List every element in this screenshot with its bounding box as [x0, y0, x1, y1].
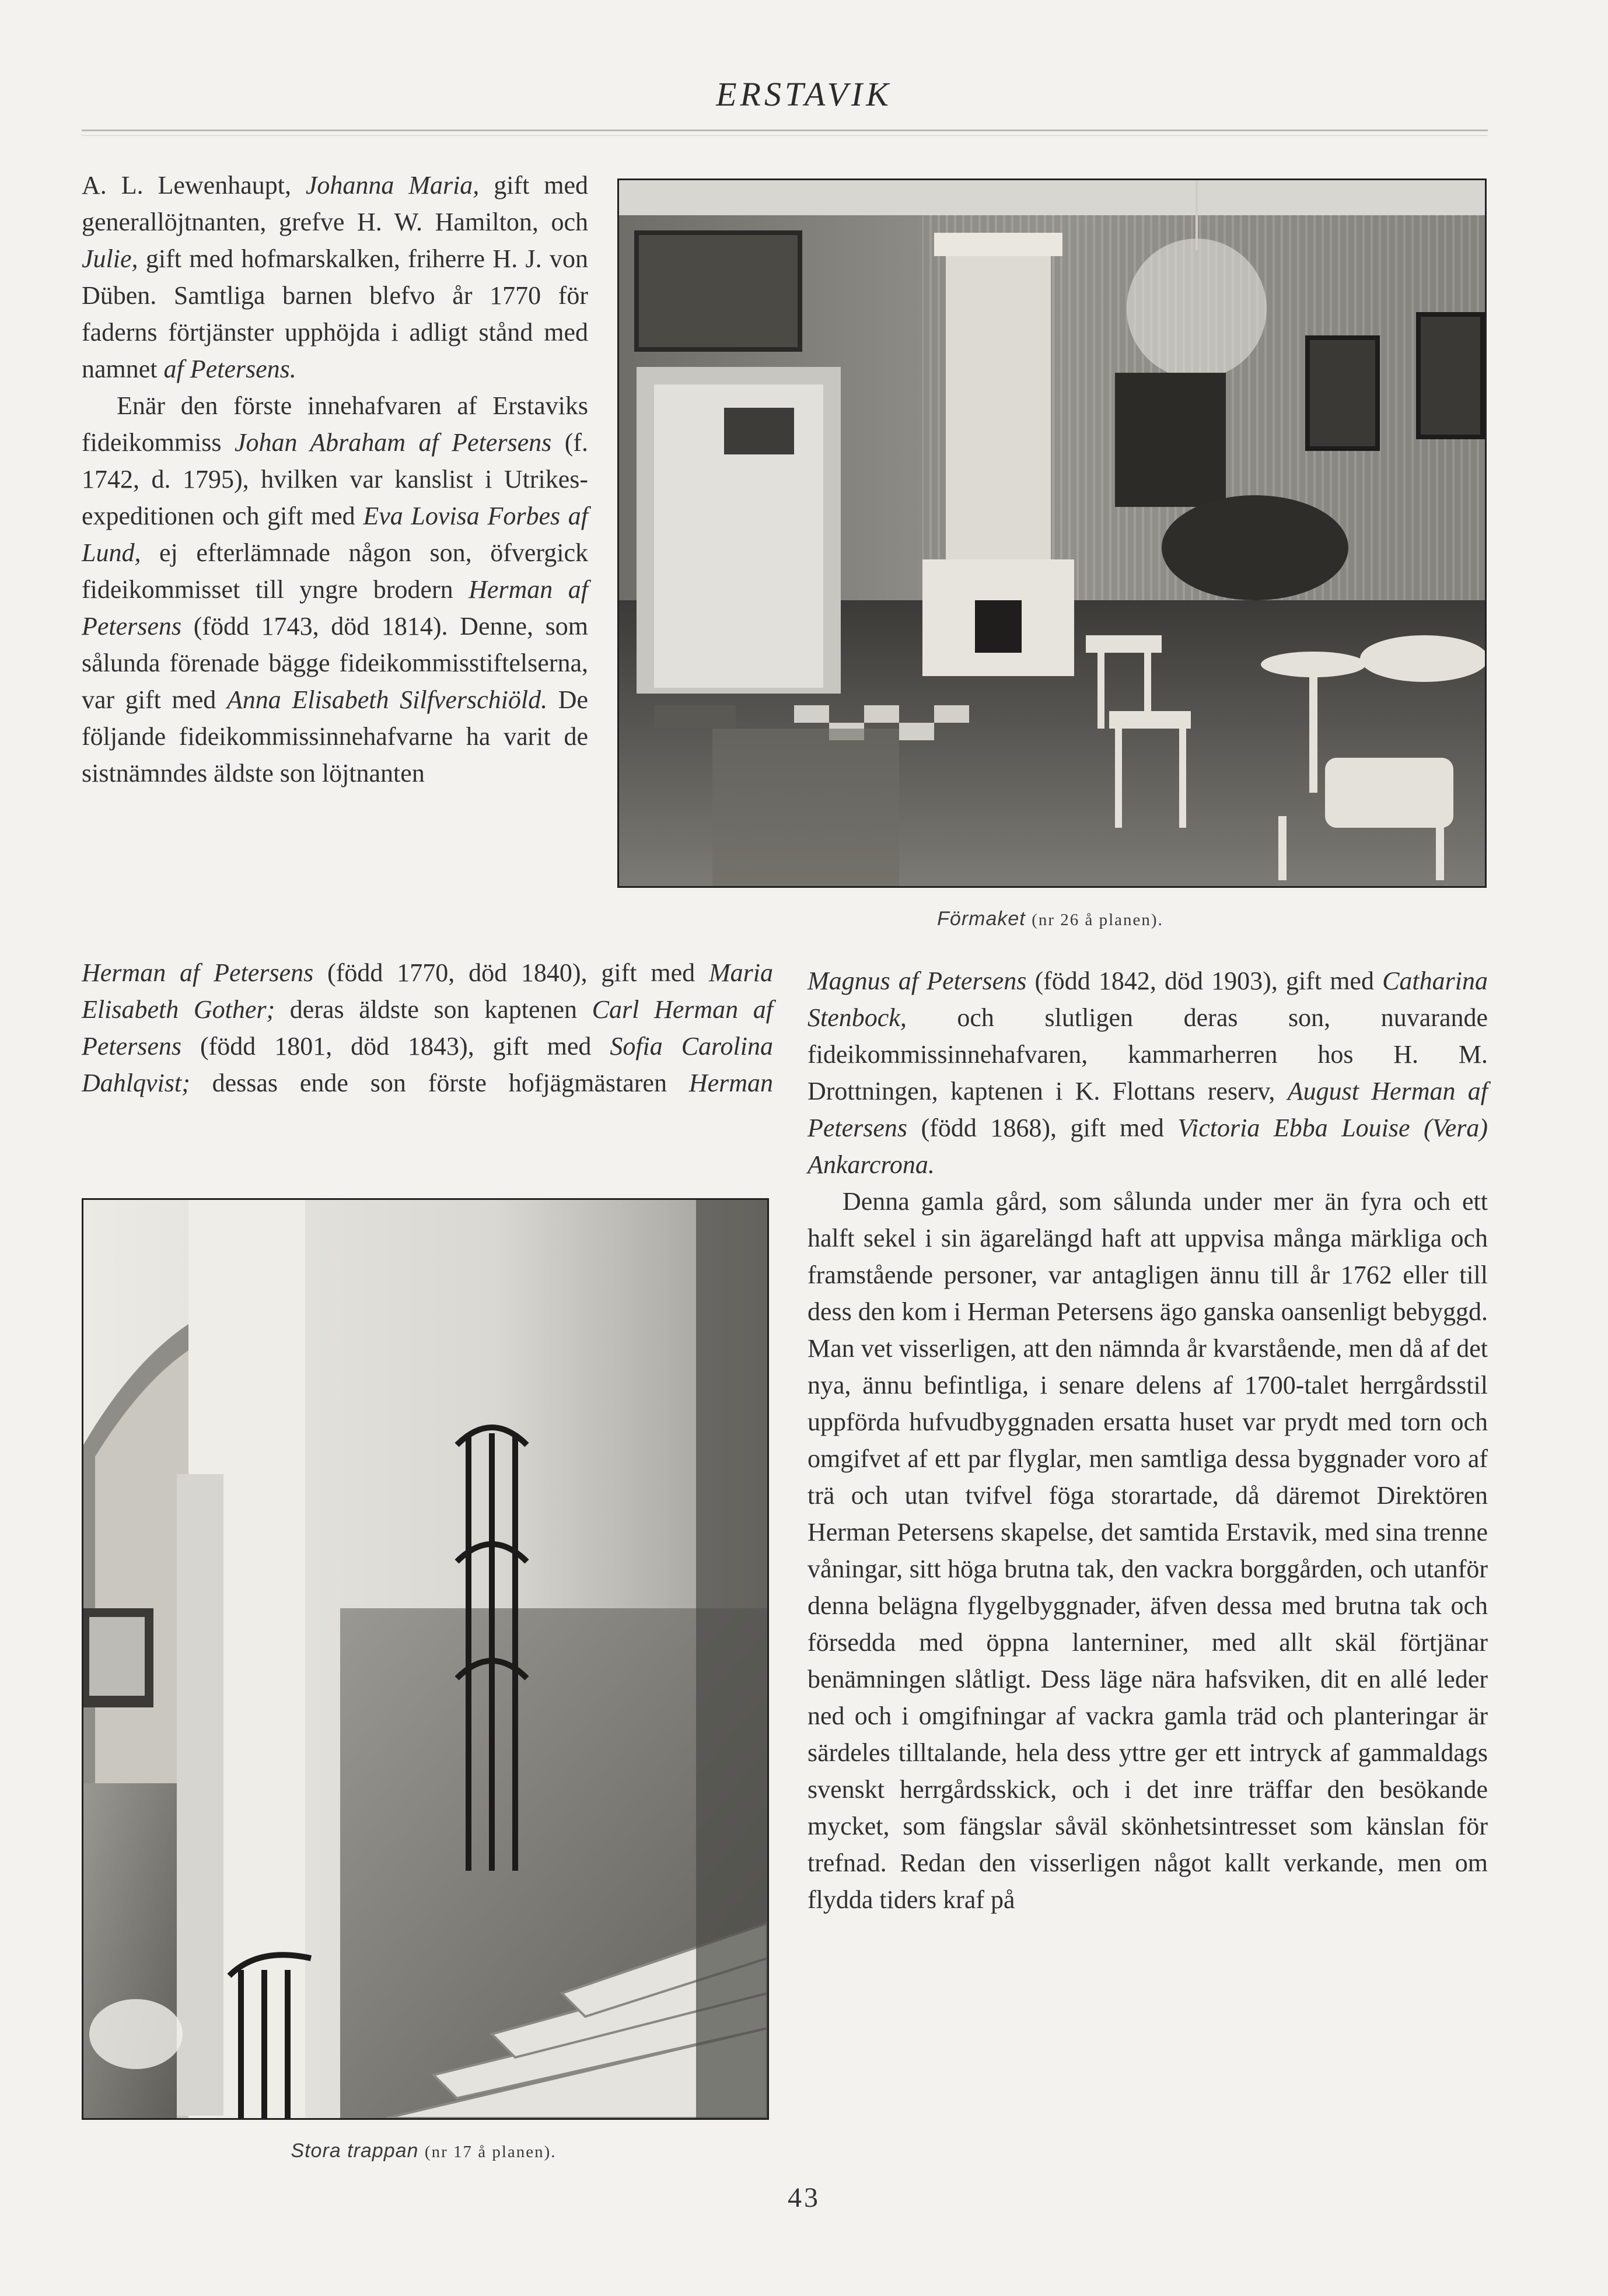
text-run: deras äldste son kaptenen [275, 995, 592, 1024]
right-column [808, 963, 1488, 1918]
caption-staircase [82, 2140, 765, 2162]
text-run: De följande fideikommissinnehafvarne ha varit de sistnämndes äldste son löjtnanten [82, 685, 588, 788]
text-run: (född 1770, död 1840), gift med [313, 958, 709, 987]
name-italic: Anna Elisabeth Silfverschiöld. [226, 685, 548, 714]
paragraph-children [82, 167, 588, 387]
caption-title: Förmaket [937, 908, 1026, 930]
name-italic: Johan Abraham af Petersens [235, 428, 552, 457]
name-italic: Eva Lovisa Forbes af Lund, [82, 502, 588, 567]
paragraph-succession-cont [82, 954, 773, 1101]
name-italic: Magnus af Petersens [808, 967, 1027, 995]
name-italic: Herman af Petersens [82, 575, 588, 640]
text-run: (född 1743, död 1814). Denne, som sålunda förenade bägge fideikommisstiftelserna, var gift med [82, 612, 588, 714]
name-italic: Victoria Ebba Louise (Vera) Ankarcrona. [808, 1114, 1488, 1179]
name-italic: Sofia Carolina Dahlqvist; [82, 1032, 773, 1097]
text-run: och slutligen deras son, nuvarande fideikommissinnehafvaren, kammarherren hos H. M. Drottningen, kaptenen i K. Flottans reserv, [808, 1003, 1488, 1105]
text-run: gift med hofmarskalken, friherre H. J. von Düben. Samtliga barnen blefvo år 1770 för faderns förtjänster upphöjda i adligt stånd med namnet [82, 244, 588, 383]
header-rule [82, 130, 1488, 131]
paragraph-estate-history: Denna gamla gård, som sålunda under mer än fyra och ett halft sekel i sin ägarelängd haft att uppvisa många märkliga och framstående personer, var antagligen ännu till år 1762 eller till dess den kom i Herman Petersens ägo ganska oansenligt bebyggd. Man vet visserligen, att den nämnda år kvarstående, men då af det nya, ännu befintliga, i senare delens af 1700-talet herrgårdsstil uppförda hufvudbyggnaden ersatta huset var prydt med torn och omgifvet af ett par flyglar, men samtliga dessa byggnader voro af trä och utan tvifvel föga storartade, då däremot Direktören Herman Petersens skapelse, det samtida Erstavik, med sina trenne våningar, sitt höga brutna tak, den vackra borggården, och utanför denna belägna flygelbyggnader, äfven dessa med brutna tak och försedda med öppna lanterniner, med allt skäl förtjänar benämningen slåtligt. Dess läge nära hafsviken, dit en allé leder ned och i omgifningar af vackra gamla träd och planteringar är särdeles tilltalande, hela dess yttre ger ett intryck af gammaldags svenskt herrgårdsskick, och i det inre träffar den besökande mycket, som fängslar såväl skönhetsintresset som känslan för trefnad. Redan den visserligen något kallt verkande, men om flydda tiders kraf på [808, 1187, 1488, 1914]
name-italic: August Herman af Petersens [808, 1077, 1488, 1142]
text-run: (född 1868), gift med [907, 1114, 1178, 1142]
text-run: (född 1801, död 1843), gift med [181, 1032, 610, 1060]
header-rule-thin [82, 135, 1488, 136]
name-italic: Catharina Stenbock, [808, 967, 1488, 1032]
photo-staircase [82, 1198, 769, 2120]
name-italic: Julie, [82, 244, 138, 273]
paragraph-succession [82, 387, 588, 792]
caption-title: Stora trappan [291, 2140, 419, 2162]
running-head: ERSTAVIK [716, 75, 892, 113]
left-column-continuation [82, 954, 773, 1101]
name-italic: Johanna Maria, [305, 171, 480, 200]
photo-salon [617, 178, 1487, 888]
caption-plan-ref: (nr 17 å planen). [424, 2143, 557, 2161]
name-italic: Maria Elisabeth Gother; [82, 958, 773, 1024]
text-run: A. L. Lewenhaupt, [82, 171, 306, 200]
name-italic: Herman [688, 1069, 773, 1097]
paragraph-heirs [808, 963, 1488, 1183]
caption-plan-ref: (nr 26 å planen). [1032, 911, 1163, 929]
caption-salon [617, 908, 1483, 930]
text-run: gift med generallöjtnanten, grefve H. W. Hamilton, och [82, 171, 588, 236]
name-italic: Herman af Petersens [82, 958, 314, 987]
left-column-top [82, 167, 588, 792]
page-number: 43 [788, 2182, 820, 2213]
name-italic: af Petersens. [163, 355, 296, 383]
name-italic: Carl Herman af Petersens [82, 995, 774, 1060]
text-run: ej efterlämnade någon son, öfvergick fideikommisset till yngre brodern [82, 538, 588, 604]
text-run: (f. 1742, d. 1795), hvilken var kanslist i Utrikes-expeditionen och gift med [82, 428, 589, 530]
text-run: Enär den förste innehafvaren af Erstaviks fideikommiss [82, 391, 588, 457]
text-run: dessas ende son förste hofjägmästaren [190, 1069, 689, 1097]
salon-illustration [619, 180, 1485, 886]
text-run: (född 1842, död 1903), gift med [1026, 967, 1383, 995]
staircase-illustration [83, 1200, 767, 2118]
